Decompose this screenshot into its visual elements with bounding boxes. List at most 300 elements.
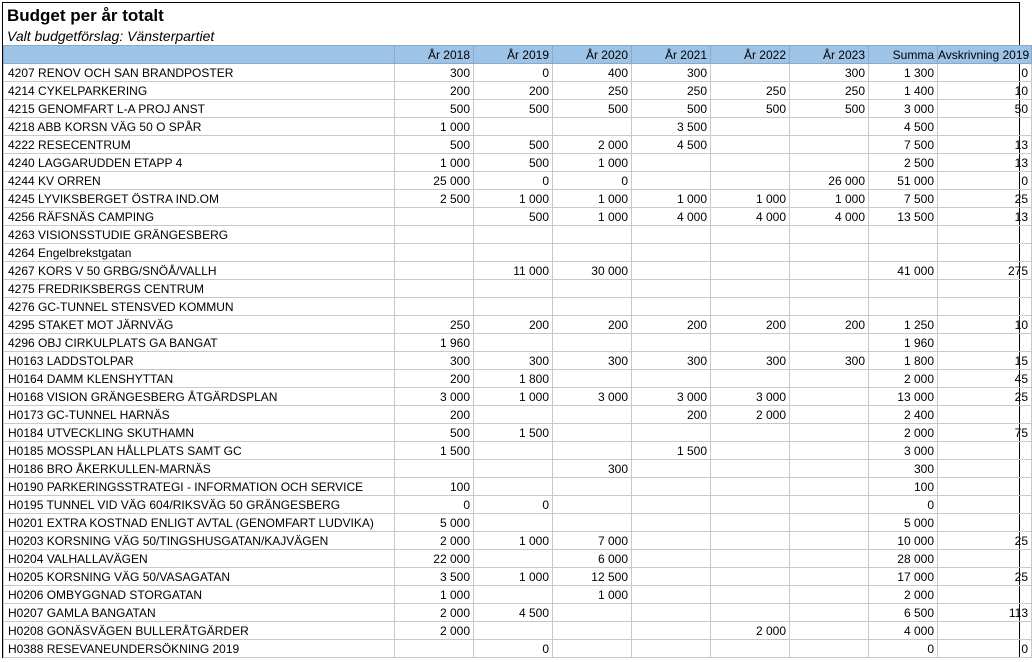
cell-year-2018: 300	[395, 352, 474, 370]
cell-year-2020: 0	[553, 172, 632, 190]
cell-year-2021	[632, 514, 711, 532]
cell-year-2021	[632, 226, 711, 244]
cell-year-2019	[474, 460, 553, 478]
cell-year-2019: 1 000	[474, 190, 553, 208]
cell-year-2018	[395, 262, 474, 280]
table-row	[4, 334, 1032, 352]
cell-year-2021: 300	[632, 64, 711, 82]
row-label: H0388 RESEVANEUNDERSÖKNING 2019	[4, 640, 395, 658]
row-label: H0164 DAMM KLENSHYTTAN	[4, 370, 395, 388]
cell-year-2019: 4 500	[474, 604, 553, 622]
cell-year-2022: 3 000	[711, 388, 790, 406]
cell-year-2023	[790, 298, 869, 316]
table-header-row	[4, 46, 1032, 64]
cell-summa	[869, 226, 938, 244]
cell-year-2021: 200	[632, 316, 711, 334]
cell-summa	[869, 298, 938, 316]
cell-avskrivning-2019: 13	[938, 136, 1032, 154]
cell-year-2019	[474, 442, 553, 460]
cell-year-2023: 1 000	[790, 190, 869, 208]
table-row	[4, 190, 1032, 208]
cell-year-2021: 3 500	[632, 118, 711, 136]
row-label: H0195 TUNNEL VID VÄG 604/RIKSVÄG 50 GRÄNGESBERG	[4, 496, 395, 514]
cell-year-2022	[711, 604, 790, 622]
cell-avskrivning-2019	[938, 118, 1032, 136]
cell-summa: 13 000	[869, 388, 938, 406]
column-header-year-2020: År 2020	[553, 46, 632, 64]
cell-year-2023	[790, 280, 869, 298]
cell-year-2022	[711, 478, 790, 496]
cell-avskrivning-2019: 10	[938, 316, 1032, 334]
table-row	[4, 460, 1032, 478]
cell-year-2020	[553, 334, 632, 352]
cell-year-2023	[790, 460, 869, 478]
table-row	[4, 622, 1032, 640]
cell-year-2022	[711, 136, 790, 154]
table-row	[4, 370, 1032, 388]
table-body	[4, 64, 1032, 658]
cell-year-2023	[790, 226, 869, 244]
cell-avskrivning-2019: 0	[938, 172, 1032, 190]
cell-year-2018: 300	[395, 64, 474, 82]
cell-year-2023: 300	[790, 352, 869, 370]
cell-year-2023: 26 000	[790, 172, 869, 190]
cell-year-2020: 3 000	[553, 388, 632, 406]
cell-year-2022	[711, 154, 790, 172]
cell-year-2020	[553, 442, 632, 460]
cell-year-2021	[632, 496, 711, 514]
cell-year-2021	[632, 334, 711, 352]
cell-summa: 0	[869, 640, 938, 658]
row-label: H0173 GC-TUNNEL HARNÄS	[4, 406, 395, 424]
cell-year-2022	[711, 568, 790, 586]
cell-year-2018: 22 000	[395, 550, 474, 568]
cell-avskrivning-2019: 10	[938, 82, 1032, 100]
column-header-item	[4, 46, 395, 64]
cell-summa: 4 500	[869, 118, 938, 136]
row-label: 4275 FREDRIKSBERGS CENTRUM	[4, 280, 395, 298]
cell-year-2022: 1 000	[711, 190, 790, 208]
cell-year-2021	[632, 244, 711, 262]
cell-year-2021: 500	[632, 100, 711, 118]
cell-year-2020: 1 000	[553, 154, 632, 172]
table-row	[4, 532, 1032, 550]
cell-avskrivning-2019: 25	[938, 190, 1032, 208]
cell-avskrivning-2019	[938, 478, 1032, 496]
cell-year-2020: 6 000	[553, 550, 632, 568]
cell-year-2019: 500	[474, 100, 553, 118]
cell-avskrivning-2019: 0	[938, 64, 1032, 82]
cell-avskrivning-2019	[938, 406, 1032, 424]
cell-year-2020	[553, 244, 632, 262]
cell-year-2020: 7 000	[553, 532, 632, 550]
cell-year-2022	[711, 460, 790, 478]
table-row	[4, 298, 1032, 316]
cell-year-2020: 30 000	[553, 262, 632, 280]
cell-year-2022	[711, 172, 790, 190]
cell-summa: 4 000	[869, 622, 938, 640]
cell-summa: 3 000	[869, 442, 938, 460]
cell-summa: 2 000	[869, 586, 938, 604]
row-label: 4267 KORS V 50 GRBG/SNÖÅ/VALLH	[4, 262, 395, 280]
cell-year-2018: 3 000	[395, 388, 474, 406]
cell-year-2023	[790, 136, 869, 154]
cell-year-2022	[711, 370, 790, 388]
column-header-year-2022: År 2022	[711, 46, 790, 64]
table-row	[4, 82, 1032, 100]
cell-year-2023	[790, 370, 869, 388]
cell-year-2023: 4 000	[790, 208, 869, 226]
row-label: H0205 KORSNING VÄG 50/VASAGATAN	[4, 568, 395, 586]
cell-year-2021: 250	[632, 82, 711, 100]
cell-year-2019: 500	[474, 208, 553, 226]
cell-year-2018: 2 500	[395, 190, 474, 208]
cell-summa: 3 000	[869, 100, 938, 118]
cell-year-2022: 2 000	[711, 406, 790, 424]
cell-year-2023	[790, 496, 869, 514]
cell-year-2022	[711, 442, 790, 460]
cell-year-2019	[474, 226, 553, 244]
cell-year-2020: 1 000	[553, 208, 632, 226]
cell-year-2021: 300	[632, 352, 711, 370]
cell-year-2019	[474, 478, 553, 496]
cell-avskrivning-2019: 25	[938, 532, 1032, 550]
cell-year-2022	[711, 244, 790, 262]
row-label: 4215 GENOMFART L-A PROJ ANST	[4, 100, 395, 118]
cell-year-2021	[632, 298, 711, 316]
cell-year-2018: 500	[395, 136, 474, 154]
row-label: H0208 GONÄSVÄGEN BULLERÅTGÄRDER	[4, 622, 395, 640]
cell-year-2019	[474, 280, 553, 298]
cell-avskrivning-2019	[938, 244, 1032, 262]
cell-year-2020: 250	[553, 82, 632, 100]
cell-year-2018: 0	[395, 496, 474, 514]
cell-year-2019	[474, 244, 553, 262]
cell-year-2018: 2 000	[395, 622, 474, 640]
cell-year-2019: 0	[474, 640, 553, 658]
cell-year-2019: 500	[474, 154, 553, 172]
cell-year-2019: 1 000	[474, 568, 553, 586]
cell-summa: 5 000	[869, 514, 938, 532]
cell-avskrivning-2019: 25	[938, 388, 1032, 406]
cell-avskrivning-2019	[938, 226, 1032, 244]
cell-year-2020	[553, 406, 632, 424]
row-label: 4244 KV ORREN	[4, 172, 395, 190]
cell-avskrivning-2019	[938, 460, 1032, 478]
cell-year-2022	[711, 118, 790, 136]
cell-summa: 7 500	[869, 190, 938, 208]
table-row	[4, 226, 1032, 244]
cell-summa: 13 500	[869, 208, 938, 226]
cell-year-2019	[474, 406, 553, 424]
row-label: 4207 RENOV OCH SAN BRANDPOSTER	[4, 64, 395, 82]
cell-summa: 6 500	[869, 604, 938, 622]
row-label: H0203 KORSNING VÄG 50/TINGSHUSGATAN/KAJVÄGEN	[4, 532, 395, 550]
cell-year-2020: 2 000	[553, 136, 632, 154]
cell-year-2022: 250	[711, 82, 790, 100]
table-row	[4, 550, 1032, 568]
cell-year-2022	[711, 496, 790, 514]
cell-year-2018: 1 960	[395, 334, 474, 352]
row-label: 4276 GC-TUNNEL STENSVED KOMMUN	[4, 298, 395, 316]
cell-year-2022	[711, 262, 790, 280]
column-header-avskrivning-2019: Avskrivning 2019	[938, 46, 1032, 64]
cell-year-2023	[790, 532, 869, 550]
table-row	[4, 262, 1032, 280]
cell-year-2021: 3 000	[632, 388, 711, 406]
cell-year-2020	[553, 604, 632, 622]
cell-year-2018: 1 000	[395, 118, 474, 136]
cell-year-2023	[790, 118, 869, 136]
cell-year-2019	[474, 334, 553, 352]
cell-year-2018: 250	[395, 316, 474, 334]
table-row	[4, 640, 1032, 658]
cell-year-2020: 500	[553, 100, 632, 118]
budget-table	[3, 45, 1032, 658]
table-row	[4, 424, 1032, 442]
cell-year-2018: 500	[395, 424, 474, 442]
cell-year-2022	[711, 514, 790, 532]
cell-avskrivning-2019	[938, 622, 1032, 640]
cell-summa: 2 500	[869, 154, 938, 172]
cell-year-2018: 2 000	[395, 604, 474, 622]
cell-year-2018	[395, 208, 474, 226]
row-label: H0206 OMBYGGNAD STORGATAN	[4, 586, 395, 604]
cell-year-2022	[711, 226, 790, 244]
cell-year-2021	[632, 172, 711, 190]
table-row	[4, 280, 1032, 298]
row-label: H0201 EXTRA KOSTNAD ENLIGT AVTAL (GENOMFART LUDVIKA)	[4, 514, 395, 532]
cell-year-2019	[474, 622, 553, 640]
table-row	[4, 442, 1032, 460]
cell-year-2021	[632, 586, 711, 604]
cell-year-2023	[790, 442, 869, 460]
cell-year-2020	[553, 478, 632, 496]
cell-summa: 300	[869, 460, 938, 478]
cell-year-2022: 2 000	[711, 622, 790, 640]
cell-year-2023	[790, 424, 869, 442]
cell-year-2023	[790, 514, 869, 532]
table-row	[4, 316, 1032, 334]
cell-avskrivning-2019: 15	[938, 352, 1032, 370]
row-label: H0163 LADDSTOLPAR	[4, 352, 395, 370]
cell-year-2019: 200	[474, 82, 553, 100]
cell-year-2018	[395, 640, 474, 658]
cell-year-2018	[395, 226, 474, 244]
cell-summa	[869, 280, 938, 298]
row-label: 4218 ABB KORSN VÄG 50 O SPÅR	[4, 118, 395, 136]
cell-year-2022	[711, 334, 790, 352]
row-label: H0190 PARKERINGSSTRATEGI - INFORMATION OCH SERVICE	[4, 478, 395, 496]
cell-year-2018: 200	[395, 82, 474, 100]
cell-year-2021: 1 000	[632, 190, 711, 208]
cell-year-2023	[790, 406, 869, 424]
cell-year-2019: 0	[474, 496, 553, 514]
cell-year-2022	[711, 532, 790, 550]
cell-year-2020: 400	[553, 64, 632, 82]
table-row	[4, 352, 1032, 370]
cell-summa: 1 250	[869, 316, 938, 334]
cell-year-2022: 500	[711, 100, 790, 118]
table-row	[4, 514, 1032, 532]
table-row	[4, 604, 1032, 622]
cell-year-2021	[632, 550, 711, 568]
table-row	[4, 478, 1032, 496]
column-header-year-2019: År 2019	[474, 46, 553, 64]
row-label: 4245 LYVIKSBERGET ÖSTRA IND.OM	[4, 190, 395, 208]
cell-year-2022	[711, 586, 790, 604]
table-row	[4, 100, 1032, 118]
cell-year-2021	[632, 370, 711, 388]
report-subtitle: Valt budgetförslag: Vänsterpartiet	[7, 28, 215, 44]
cell-year-2021	[632, 622, 711, 640]
cell-year-2022	[711, 280, 790, 298]
cell-year-2018: 25 000	[395, 172, 474, 190]
cell-avskrivning-2019: 25	[938, 568, 1032, 586]
row-label: H0186 BRO ÅKERKULLEN-MARNÄS	[4, 460, 395, 478]
cell-avskrivning-2019	[938, 298, 1032, 316]
cell-year-2022: 200	[711, 316, 790, 334]
table-row	[4, 586, 1032, 604]
cell-avskrivning-2019: 13	[938, 154, 1032, 172]
row-label: 4214 CYKELPARKERING	[4, 82, 395, 100]
cell-year-2023: 250	[790, 82, 869, 100]
cell-year-2019	[474, 550, 553, 568]
cell-year-2023	[790, 262, 869, 280]
cell-avskrivning-2019: 113	[938, 604, 1032, 622]
cell-year-2019: 500	[474, 136, 553, 154]
row-label: H0184 UTVECKLING SKUTHAMN	[4, 424, 395, 442]
cell-avskrivning-2019	[938, 280, 1032, 298]
cell-summa: 10 000	[869, 532, 938, 550]
row-label: 4295 STAKET MOT JÄRNVÄG	[4, 316, 395, 334]
cell-year-2023: 200	[790, 316, 869, 334]
cell-summa: 1 300	[869, 64, 938, 82]
cell-year-2021	[632, 262, 711, 280]
cell-avskrivning-2019: 75	[938, 424, 1032, 442]
table-row	[4, 154, 1032, 172]
row-label: H0185 MOSSPLAN HÅLLPLATS SAMT GC	[4, 442, 395, 460]
row-label: 4256 RÄFSNÄS CAMPING	[4, 208, 395, 226]
cell-summa: 100	[869, 478, 938, 496]
cell-avskrivning-2019	[938, 586, 1032, 604]
cell-summa: 51 000	[869, 172, 938, 190]
cell-year-2023	[790, 640, 869, 658]
cell-year-2018	[395, 460, 474, 478]
table-row	[4, 64, 1032, 82]
cell-year-2022	[711, 298, 790, 316]
cell-avskrivning-2019: 0	[938, 640, 1032, 658]
cell-year-2020	[553, 496, 632, 514]
row-label: 4264 Engelbrekstgatan	[4, 244, 395, 262]
table-row	[4, 388, 1032, 406]
table-row	[4, 568, 1032, 586]
table-row	[4, 406, 1032, 424]
cell-year-2019: 0	[474, 64, 553, 82]
cell-year-2020	[553, 298, 632, 316]
cell-year-2021	[632, 460, 711, 478]
cell-year-2020	[553, 640, 632, 658]
cell-year-2018	[395, 244, 474, 262]
cell-year-2020	[553, 424, 632, 442]
cell-avskrivning-2019: 275	[938, 262, 1032, 280]
cell-year-2023	[790, 568, 869, 586]
cell-summa: 41 000	[869, 262, 938, 280]
cell-year-2020: 200	[553, 316, 632, 334]
cell-summa: 2 000	[869, 424, 938, 442]
cell-year-2018: 5 000	[395, 514, 474, 532]
cell-year-2020: 12 500	[553, 568, 632, 586]
cell-year-2020: 300	[553, 460, 632, 478]
report-title: Budget per år totalt	[7, 6, 164, 25]
table-row	[4, 496, 1032, 514]
cell-year-2021	[632, 640, 711, 658]
cell-year-2022	[711, 424, 790, 442]
cell-year-2019	[474, 586, 553, 604]
cell-year-2023	[790, 388, 869, 406]
cell-year-2021	[632, 604, 711, 622]
cell-year-2018: 200	[395, 406, 474, 424]
cell-summa: 1 960	[869, 334, 938, 352]
cell-avskrivning-2019: 13	[938, 208, 1032, 226]
cell-year-2019	[474, 298, 553, 316]
row-label: H0168 VISION GRÄNGESBERG ÅTGÄRDSPLAN	[4, 388, 395, 406]
cell-year-2020	[553, 280, 632, 298]
cell-year-2022: 4 000	[711, 208, 790, 226]
cell-year-2019: 200	[474, 316, 553, 334]
cell-summa: 2 000	[869, 370, 938, 388]
cell-year-2022	[711, 64, 790, 82]
cell-summa: 2 400	[869, 406, 938, 424]
cell-year-2023: 500	[790, 100, 869, 118]
cell-year-2019: 1 800	[474, 370, 553, 388]
cell-year-2022	[711, 550, 790, 568]
cell-year-2021: 4 000	[632, 208, 711, 226]
cell-year-2023	[790, 622, 869, 640]
cell-year-2021	[632, 154, 711, 172]
cell-year-2021: 4 500	[632, 136, 711, 154]
cell-year-2019: 1 500	[474, 424, 553, 442]
cell-avskrivning-2019	[938, 550, 1032, 568]
cell-year-2018	[395, 280, 474, 298]
cell-year-2022: 300	[711, 352, 790, 370]
cell-year-2018	[395, 298, 474, 316]
column-header-year-2021: År 2021	[632, 46, 711, 64]
cell-year-2020	[553, 118, 632, 136]
cell-year-2019: 1 000	[474, 532, 553, 550]
row-label: 4296 OBJ CIRKULPLATS GA BANGAT	[4, 334, 395, 352]
cell-year-2021	[632, 478, 711, 496]
cell-year-2023	[790, 154, 869, 172]
cell-year-2018: 500	[395, 100, 474, 118]
cell-year-2019: 300	[474, 352, 553, 370]
row-label: 4222 RESECENTRUM	[4, 136, 395, 154]
cell-year-2020	[553, 514, 632, 532]
cell-summa: 17 000	[869, 568, 938, 586]
cell-year-2018: 1 000	[395, 586, 474, 604]
cell-year-2021	[632, 280, 711, 298]
column-header-year-2023: År 2023	[790, 46, 869, 64]
cell-year-2023	[790, 604, 869, 622]
cell-year-2023	[790, 550, 869, 568]
table-row	[4, 172, 1032, 190]
cell-year-2021	[632, 424, 711, 442]
cell-year-2023	[790, 586, 869, 604]
cell-year-2022	[711, 640, 790, 658]
cell-year-2023: 300	[790, 64, 869, 82]
cell-year-2021: 200	[632, 406, 711, 424]
cell-year-2020: 1 000	[553, 586, 632, 604]
